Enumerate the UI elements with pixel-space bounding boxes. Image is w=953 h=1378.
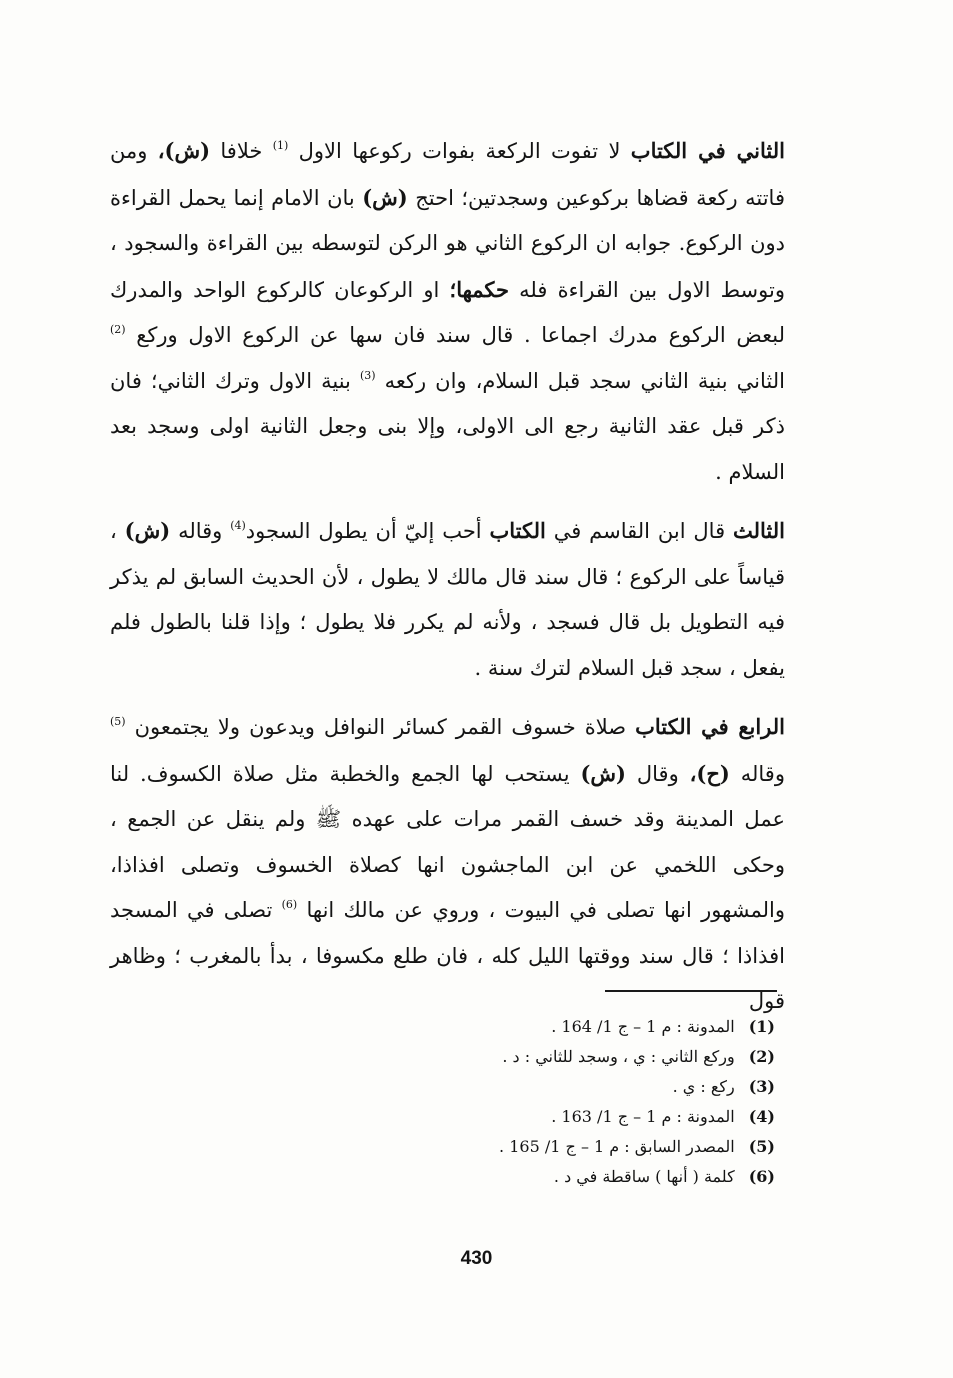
footnote-number: (1) (748, 1017, 775, 1036)
text-run: بنية الاول وترك الثاني؛ فان ذكر قبل عقد الثانية رجع الى الاولى، وإلا بنى وجعل الثانية اولى وسجد بعد السلام . (110, 368, 785, 484)
footnote-reference: (6) (281, 898, 298, 911)
text-run: وقاله (170, 519, 231, 543)
text-run: او الركوعان كالركوع الواحد والمدرك لبعض الركوع مدرك اجماعا . قال سند فان سها عن الركوع الاول وركع (110, 277, 785, 347)
footnote-number: (3) (748, 1077, 775, 1096)
text-run: صلاة خسوف القمر كسائر النوافل ويدعون ولا يجتمعون (125, 715, 636, 739)
keyword-text: الكتاب (489, 518, 546, 543)
footnote-number: (5) (748, 1137, 775, 1156)
keyword-text: (ش) (580, 760, 626, 786)
footnote-reference: (5) (110, 715, 126, 728)
footnote-text: المدونة : م 1 – ج 1/ 163 . (551, 1107, 735, 1126)
footnote-reference: (4) (230, 519, 246, 532)
text-run: قال ابن القاسم في (545, 519, 733, 543)
footnote-4 (175, 1102, 775, 1132)
keyword-text: (ش) (362, 184, 408, 210)
footnote-1 (175, 1012, 775, 1042)
footnote-number: (4) (748, 1107, 775, 1126)
footnote-reference: (3) (359, 368, 376, 382)
text-run: وقال (625, 761, 690, 786)
keyword-text: الثالث (733, 518, 785, 543)
keyword-text: الثاني في الكتاب (630, 138, 785, 163)
footnote-divider (605, 990, 777, 992)
footnote-text: المصدر السابق : م 1 – ج 1/ 165 . (499, 1137, 735, 1156)
text-run: يستحب لها الجمع والخطبة مثل صلاة الكسوف. لنا عمل المدينة وقد خسف القمر مرات على عهده ﷺ ولم ينقل عن الجمع ، وحكى اللخمي عن ابن الماجشون انها كصلاة الخسوف وتصلى افذاذا، والمشهور انها تصلى في البيوت ، وروي عن مالك انها (110, 761, 785, 922)
paragraph-second-issue (110, 128, 785, 495)
text-run: وقاله (729, 761, 785, 786)
footnotes (175, 1012, 775, 1192)
footnote-reference: (1) (272, 139, 289, 152)
text-run: ومن فاتته ركعة قضاها بركوعين وسجدتين؛ احتج (110, 139, 785, 210)
keyword-text: الرابع في الكتاب (635, 714, 785, 739)
paragraph-fourth-issue (110, 704, 785, 1025)
footnote-5 (175, 1132, 775, 1162)
footnote-reference: (2) (110, 323, 126, 336)
footnote-text: ركع : ي . (672, 1077, 735, 1096)
main-text (110, 128, 785, 1038)
footnote-2 (175, 1042, 775, 1072)
footnote-text: وركع الثاني : ي ، وسجد للثاني : د . (502, 1047, 735, 1066)
text-run: لا تفوت الركعة بفوات ركوعها الاول (288, 139, 631, 163)
paragraph-third-issue (110, 508, 785, 691)
footnote-3 (175, 1072, 775, 1102)
text-run: أحب إليّ أن يطول السجود (245, 519, 490, 543)
footnote-6 (175, 1162, 775, 1192)
keyword-text: حكمها؛ (449, 276, 509, 302)
page-number: 430 (460, 1248, 493, 1269)
footnote-text: المدونة : م 1 – ج 1/ 164 . (551, 1017, 735, 1036)
keyword-text: (ح)، (689, 760, 730, 786)
footnote-number: (2) (748, 1047, 775, 1066)
text-run: خلافا (210, 139, 273, 163)
text-run: ، قياساً على الركوع ؛ قال سند قال مالك لا يطول ، لأن الحديث السابق لم يذكر فيه التطويل بل قال فسجد ، ولأنه لم يكرر فلا يطول ؛ وإذا قلنا بالطول فلم يفعل ، سجد قبل السلام لترك سنة . (110, 519, 785, 680)
keyword-text: (ش) (124, 518, 171, 543)
text-run: تصلى في المسجد افذاذا ؛ قال سند ووقتها الليل كله ، فان طلع مكسوفا ، بدأ بالمغرب ؛ وظاهر قول (110, 898, 785, 1013)
keyword-text: (ش)، (157, 138, 211, 163)
text-run: بان الامام إنما يحمل القراءة دون الركوع. جوابه ان الركوع الثاني هو الركن لتوسطه بين القراءة والسجود ، وتوسط الاول بين القراءة فله (110, 185, 785, 302)
footnote-text: كلمة ( أنها ) ساقطة في د . (553, 1167, 735, 1186)
text-run: الثاني بنية الثاني سجد قبل السلام، وان ركعه (375, 368, 785, 393)
footnote-number: (6) (748, 1167, 775, 1186)
